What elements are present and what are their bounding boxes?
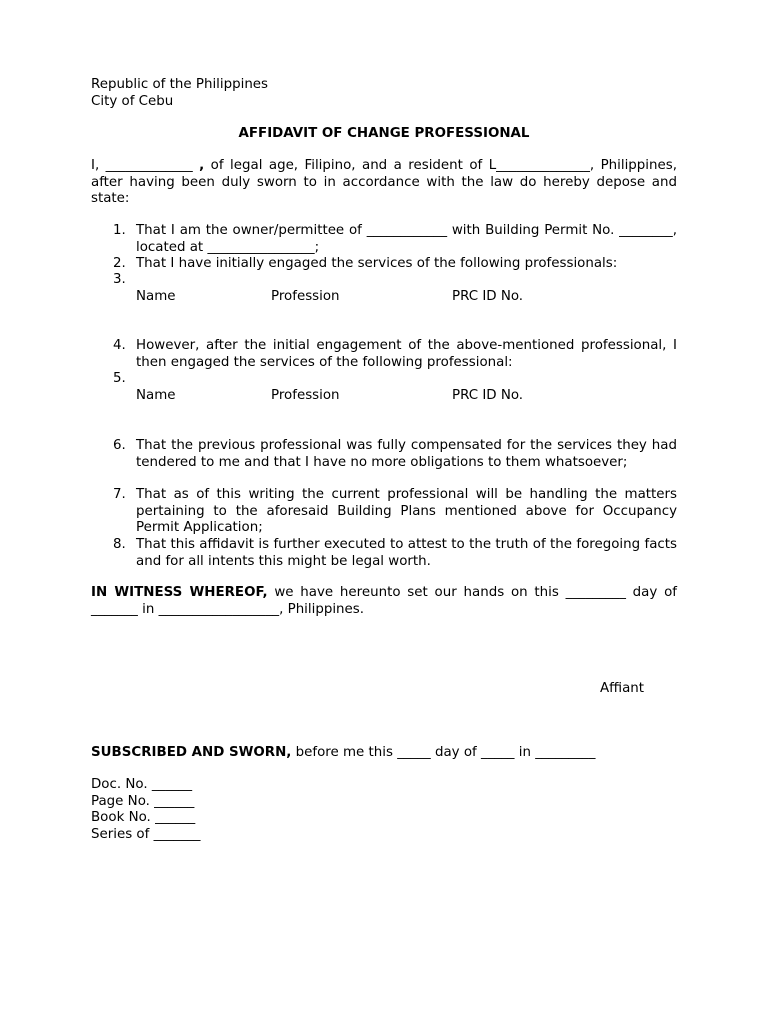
affiant-label: Affiant (600, 681, 645, 696)
list-text: That I am the owner/permittee of ____________ with Building Permit No. ________, located at ________________; (136, 223, 677, 255)
column-prc-id: PRC ID No. (452, 289, 524, 304)
list-number: 1. (113, 223, 126, 238)
intro-comma: , (199, 158, 205, 173)
series-line: Series of _______ (91, 826, 201, 842)
doc-number-line: Doc. No. ______ (91, 777, 193, 792)
book-number-line: Book No. ______ (91, 810, 196, 825)
subscribed-text: before me this _____ day of _____ in _________ (291, 745, 596, 760)
list-text: That as of this writing the current professional will be handling the matters pertaining to the aforesaid Building Plans mentioned above for Occupancy Permit Application; (136, 487, 677, 535)
city-line: City of Cebu (91, 93, 174, 109)
list-text: That the previous professional was fully compensated for the services they had tendered to me and that I have no more obligations to them whatsoever; (136, 438, 677, 470)
witness-paragraph (91, 585, 677, 618)
list-number: 3. (113, 272, 126, 287)
page-number-line: Page No. ______ (91, 793, 195, 809)
list-text: That I have initially engaged the services of the following professionals: (136, 256, 618, 271)
witness-text: we have hereunto set our hands on this _________ day of _______ in __________________, Philippines. (91, 585, 677, 617)
professional-columns (136, 388, 677, 405)
witness-heading: IN WITNESS WHEREOF, (91, 585, 268, 600)
intro-paragraph (91, 158, 677, 208)
notary-block (91, 777, 677, 843)
professional-columns (136, 289, 677, 306)
list-number: 4. (113, 338, 126, 353)
page-title: AFFIDAVIT OF CHANGE PROFESSIONAL (238, 126, 530, 141)
list-text: That this affidavit is further executed to attest to the truth of the foregoing facts and for all intents this might be legal worth. (136, 537, 677, 569)
intro-part-1: I, _____________ (91, 158, 200, 173)
document-header (91, 77, 677, 110)
list-number: 8. (113, 537, 126, 552)
list-number: 2. (113, 256, 126, 271)
list-number: 5. (113, 371, 126, 386)
intro-part-2: of legal age, Filipino, and a resident of L______________, Philippines, after having been duly sworn to in accordance with the law do hereby depose and state: (91, 158, 677, 206)
subscribed-heading: SUBSCRIBED AND SWORN, (91, 745, 292, 760)
column-prc-id: PRC ID No. (452, 388, 524, 403)
subscribed-paragraph (91, 745, 677, 762)
list-text: However, after the initial engagement of the above-mentioned professional, I then engaged the services of the following professional: (136, 338, 677, 370)
column-name: Name (136, 289, 176, 304)
column-profession: Profession (271, 289, 340, 304)
list-number: 7. (113, 487, 126, 502)
column-profession: Profession (271, 388, 340, 403)
column-name: Name (136, 388, 176, 403)
list-number: 6. (113, 438, 126, 453)
republic-line: Republic of the Philippines (91, 77, 269, 92)
